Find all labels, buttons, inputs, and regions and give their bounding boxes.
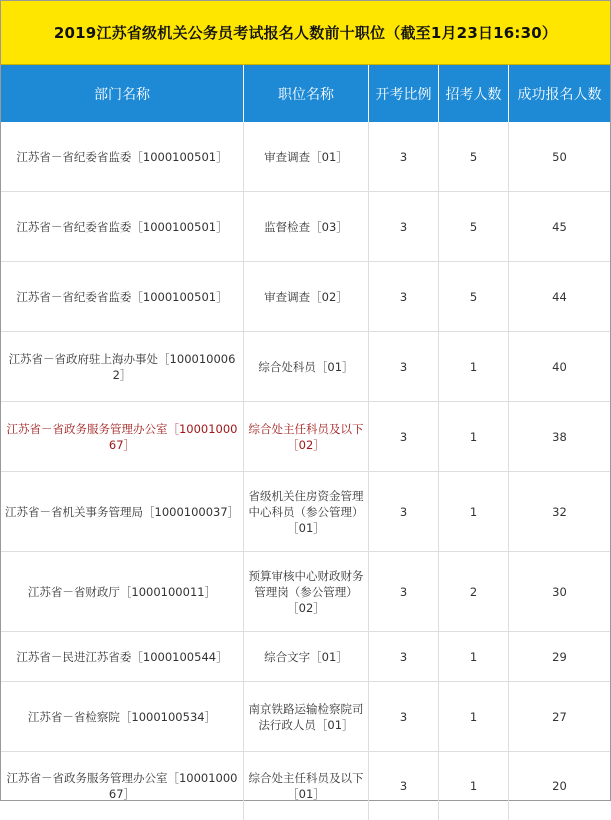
cell-department: 江苏省－省政务服务管理办公室［1000100067］ xyxy=(1,752,244,820)
header-department: 部门名称 xyxy=(1,65,244,122)
cell-position: 监督检查［03］ xyxy=(244,192,369,261)
cell-position: 综合文字［01］ xyxy=(244,632,369,681)
cell-position: 审查调查［02］ xyxy=(244,262,369,331)
cell-position: 南京铁路运输检察院司法行政人员［01］ xyxy=(244,682,369,751)
cell-ratio: 3 xyxy=(369,402,439,471)
cell-position: 综合处主任科员及以下［02］ xyxy=(244,402,369,471)
cell-recruit: 1 xyxy=(439,752,509,820)
cell-recruit: 1 xyxy=(439,632,509,681)
table-row xyxy=(1,632,610,682)
table-row xyxy=(1,332,610,402)
cell-applied: 44 xyxy=(552,289,567,304)
cell-recruit: 5 xyxy=(439,122,509,191)
cell-position: 综合处科员［01］ xyxy=(244,332,369,401)
cell-position: 审查调查［01］ xyxy=(244,122,369,191)
cell-ratio: 3 xyxy=(369,472,439,551)
cell-ratio: 3 xyxy=(369,632,439,681)
cell-ratio: 3 xyxy=(369,682,439,751)
cell-position: 预算审核中心财政财务管理岗（参公管理）［02］ xyxy=(244,552,369,631)
cell-department: 江苏省－省财政厅［1000100011］ xyxy=(1,552,244,631)
table-header xyxy=(1,65,610,122)
cell-recruit: 5 xyxy=(439,192,509,261)
cell-department: 江苏省－省纪委省监委［1000100501］ xyxy=(1,122,244,191)
cell-applied: 32 xyxy=(552,504,567,519)
table-row xyxy=(1,192,610,262)
table-row xyxy=(1,552,610,632)
cell-recruit: 5 xyxy=(439,262,509,331)
cell-applied: 30 xyxy=(552,584,567,599)
cell-applied: 38 xyxy=(552,429,567,444)
cell-recruit: 1 xyxy=(439,402,509,471)
cell-ratio: 3 xyxy=(369,332,439,401)
cell-ratio: 3 xyxy=(369,752,439,820)
table-row xyxy=(1,402,610,472)
header-position: 职位名称 xyxy=(244,65,369,122)
cell-applied: 29 xyxy=(552,649,567,664)
cell-ratio: 3 xyxy=(369,262,439,331)
cell-ratio: 3 xyxy=(369,552,439,631)
cell-department: 江苏省－民进江苏省委［1000100544］ xyxy=(1,632,244,681)
cell-department: 江苏省－省检察院［1000100534］ xyxy=(1,682,244,751)
header-recruit: 招考人数 xyxy=(439,65,509,122)
cell-applied: 45 xyxy=(552,219,567,234)
cell-ratio: 3 xyxy=(369,192,439,261)
header-applied: 成功报名人数 xyxy=(517,86,602,103)
cell-department: 江苏省－省机关事务管理局［1000100037］ xyxy=(1,472,244,551)
cell-department: 江苏省－省纪委省监委［1000100501］ xyxy=(1,192,244,261)
table-row xyxy=(1,752,610,820)
cell-applied: 20 xyxy=(552,779,567,793)
cell-applied: 40 xyxy=(552,359,567,374)
cell-recruit: 1 xyxy=(439,332,509,401)
table-row xyxy=(1,472,610,552)
cell-department: 江苏省－省纪委省监委［1000100501］ xyxy=(1,262,244,331)
header-ratio: 开考比例 xyxy=(369,65,439,122)
cell-ratio: 3 xyxy=(369,122,439,191)
cell-department: 江苏省－省政务服务管理办公室［1000100067］ xyxy=(1,402,244,471)
cell-recruit: 1 xyxy=(439,472,509,551)
cell-applied: 50 xyxy=(552,149,567,164)
cell-applied: 27 xyxy=(552,709,567,724)
cell-department: 江苏省－省政府驻上海办事处［1000100062］ xyxy=(1,332,244,401)
cell-position: 综合处主任科员及以下［01］ xyxy=(244,752,369,820)
table-row xyxy=(1,122,610,192)
cell-recruit: 1 xyxy=(439,682,509,751)
table-row xyxy=(1,682,610,752)
page-title: 2019江苏省级机关公务员考试报名人数前十职位（截至1月23日16:30） xyxy=(1,1,610,65)
cell-recruit: 2 xyxy=(439,552,509,631)
table-body xyxy=(1,122,610,820)
cell-position: 省级机关住房资金管理中心科员（参公管理）［01］ xyxy=(244,472,369,551)
table-row xyxy=(1,262,610,332)
